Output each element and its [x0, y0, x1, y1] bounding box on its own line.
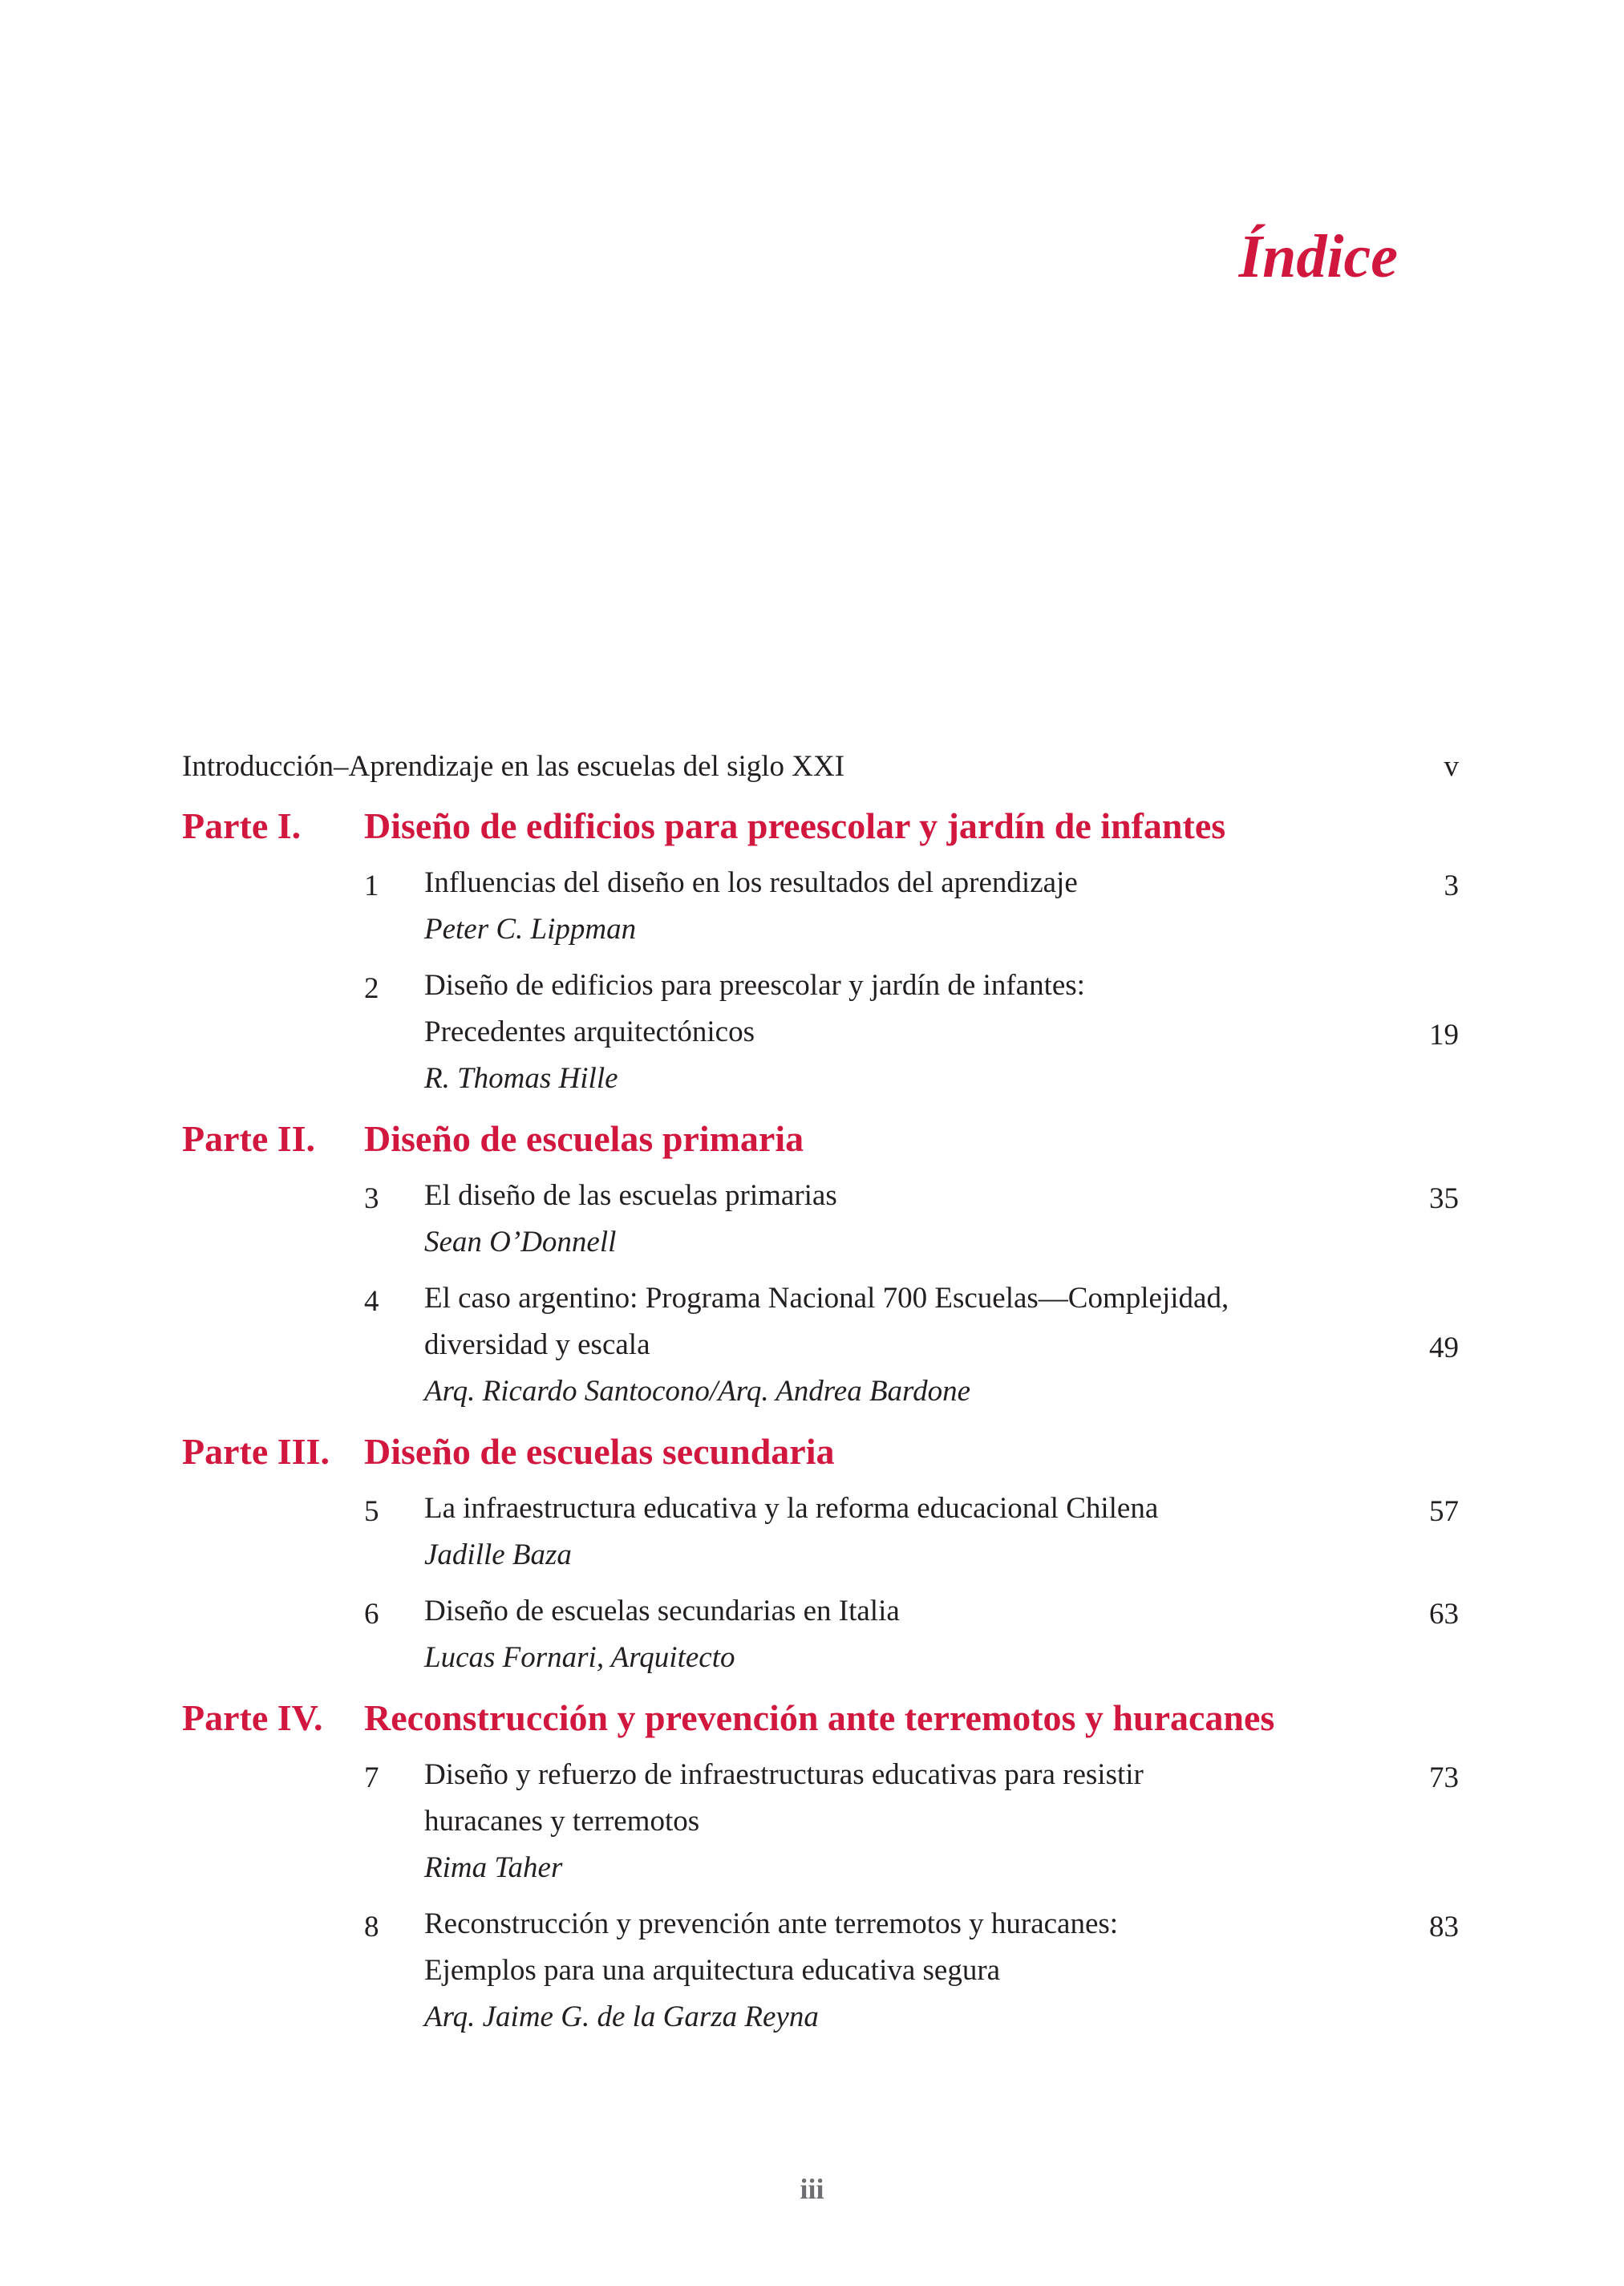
chapter-number: 8: [364, 1911, 379, 1944]
chapter-author: Peter C. Lippman: [424, 913, 637, 946]
chapter-title: El diseño de las escuelas primarias: [424, 1179, 837, 1212]
part-heading-1[interactable]: [182, 799, 1459, 853]
chapter-title: La infraestructura educativa y la reforma educacional Chilena: [424, 1492, 1159, 1525]
toc-entry-chapter-7[interactable]: [364, 1752, 1459, 1891]
part-label: Parte III.: [182, 1431, 330, 1472]
introduction-page: v: [1444, 750, 1459, 783]
chapter-title-line-1: Diseño de edificios para preescolar y jardín de infantes:: [424, 969, 1085, 1002]
chapter-author: Jadille Baza: [424, 1538, 572, 1571]
chapter-page: 49: [1429, 1331, 1459, 1364]
part-heading-3[interactable]: [182, 1425, 1459, 1479]
chapter-number: 7: [364, 1761, 379, 1794]
chapter-author: Lucas Fornari, Arquitecto: [424, 1641, 735, 1674]
chapter-number: 6: [364, 1598, 379, 1631]
toc-entry-chapter-1[interactable]: [364, 860, 1459, 953]
part-title: Reconstrucción y prevención ante terremotos y huracanes: [364, 1697, 1275, 1738]
introduction-label: Introducción–Aprendizaje en las escuelas del siglo XXI: [182, 750, 845, 783]
chapter-page: 57: [1429, 1495, 1459, 1528]
chapter-number: 1: [364, 869, 379, 902]
chapter-author: R. Thomas Hille: [424, 1062, 618, 1095]
table-of-contents: [182, 748, 1459, 2050]
chapter-number: 5: [364, 1495, 379, 1528]
chapter-page: 19: [1429, 1019, 1459, 1052]
chapter-number: 4: [364, 1285, 379, 1318]
chapter-title-line-2: Ejemplos para una arquitectura educativa segura: [424, 1954, 1001, 1987]
chapter-title: Influencias del diseño en los resultados del aprendizaje: [424, 866, 1078, 899]
part-label: Parte IV.: [182, 1697, 323, 1738]
chapter-number: 2: [364, 972, 379, 1005]
chapter-title-line-1: Diseño y refuerzo de infraestructuras educativas para resistir: [424, 1758, 1144, 1791]
chapter-title: Diseño de escuelas secundarias en Italia: [424, 1595, 900, 1627]
part-title: Diseño de escuelas primaria: [364, 1118, 804, 1159]
toc-entry-chapter-2[interactable]: [364, 963, 1459, 1102]
chapter-page: 3: [1444, 869, 1459, 902]
chapter-title-line-1: El caso argentino: Programa Nacional 700 Escuelas—Complejidad,: [424, 1282, 1229, 1315]
toc-entry-chapter-8[interactable]: [364, 1901, 1459, 2041]
toc-entry-chapter-4[interactable]: [364, 1275, 1459, 1415]
chapter-page: 63: [1429, 1598, 1459, 1631]
part-heading-2[interactable]: [182, 1112, 1459, 1166]
part-title: Diseño de escuelas secundaria: [364, 1431, 835, 1472]
page-number: iii: [800, 2173, 824, 2205]
part-label: Parte I.: [182, 805, 302, 846]
chapter-number: 3: [364, 1182, 379, 1215]
chapter-title-line-1: Reconstrucción y prevención ante terremotos y huracanes:: [424, 1907, 1119, 1940]
chapter-title-line-2: huracanes y terremotos: [424, 1805, 700, 1838]
toc-entry-chapter-5[interactable]: [364, 1485, 1459, 1579]
chapter-page: 73: [1429, 1761, 1459, 1794]
chapter-author: Sean O’Donnell: [424, 1226, 617, 1259]
toc-entry-chapter-3[interactable]: [364, 1173, 1459, 1266]
toc-entry-chapter-6[interactable]: [364, 1588, 1459, 1681]
chapter-author: Arq. Ricardo Santocono/Arq. Andrea Bardone: [424, 1375, 970, 1408]
chapter-page: 35: [1429, 1182, 1459, 1215]
part-title: Diseño de edificios para preescolar y jardín de infantes: [364, 805, 1226, 846]
chapter-title-line-2: diversidad y escala: [424, 1328, 650, 1361]
chapter-author: Arq. Jaime G. de la Garza Reyna: [424, 2000, 819, 2033]
chapter-title-line-2: Precedentes arquitectónicos: [424, 1015, 755, 1048]
part-label: Parte II.: [182, 1118, 316, 1159]
chapter-page: 83: [1429, 1911, 1459, 1944]
page-title: Índice: [1238, 223, 1398, 290]
part-heading-4[interactable]: [182, 1691, 1459, 1745]
toc-entry-introduction[interactable]: [182, 748, 1459, 786]
chapter-author: Rima Taher: [424, 1851, 563, 1884]
